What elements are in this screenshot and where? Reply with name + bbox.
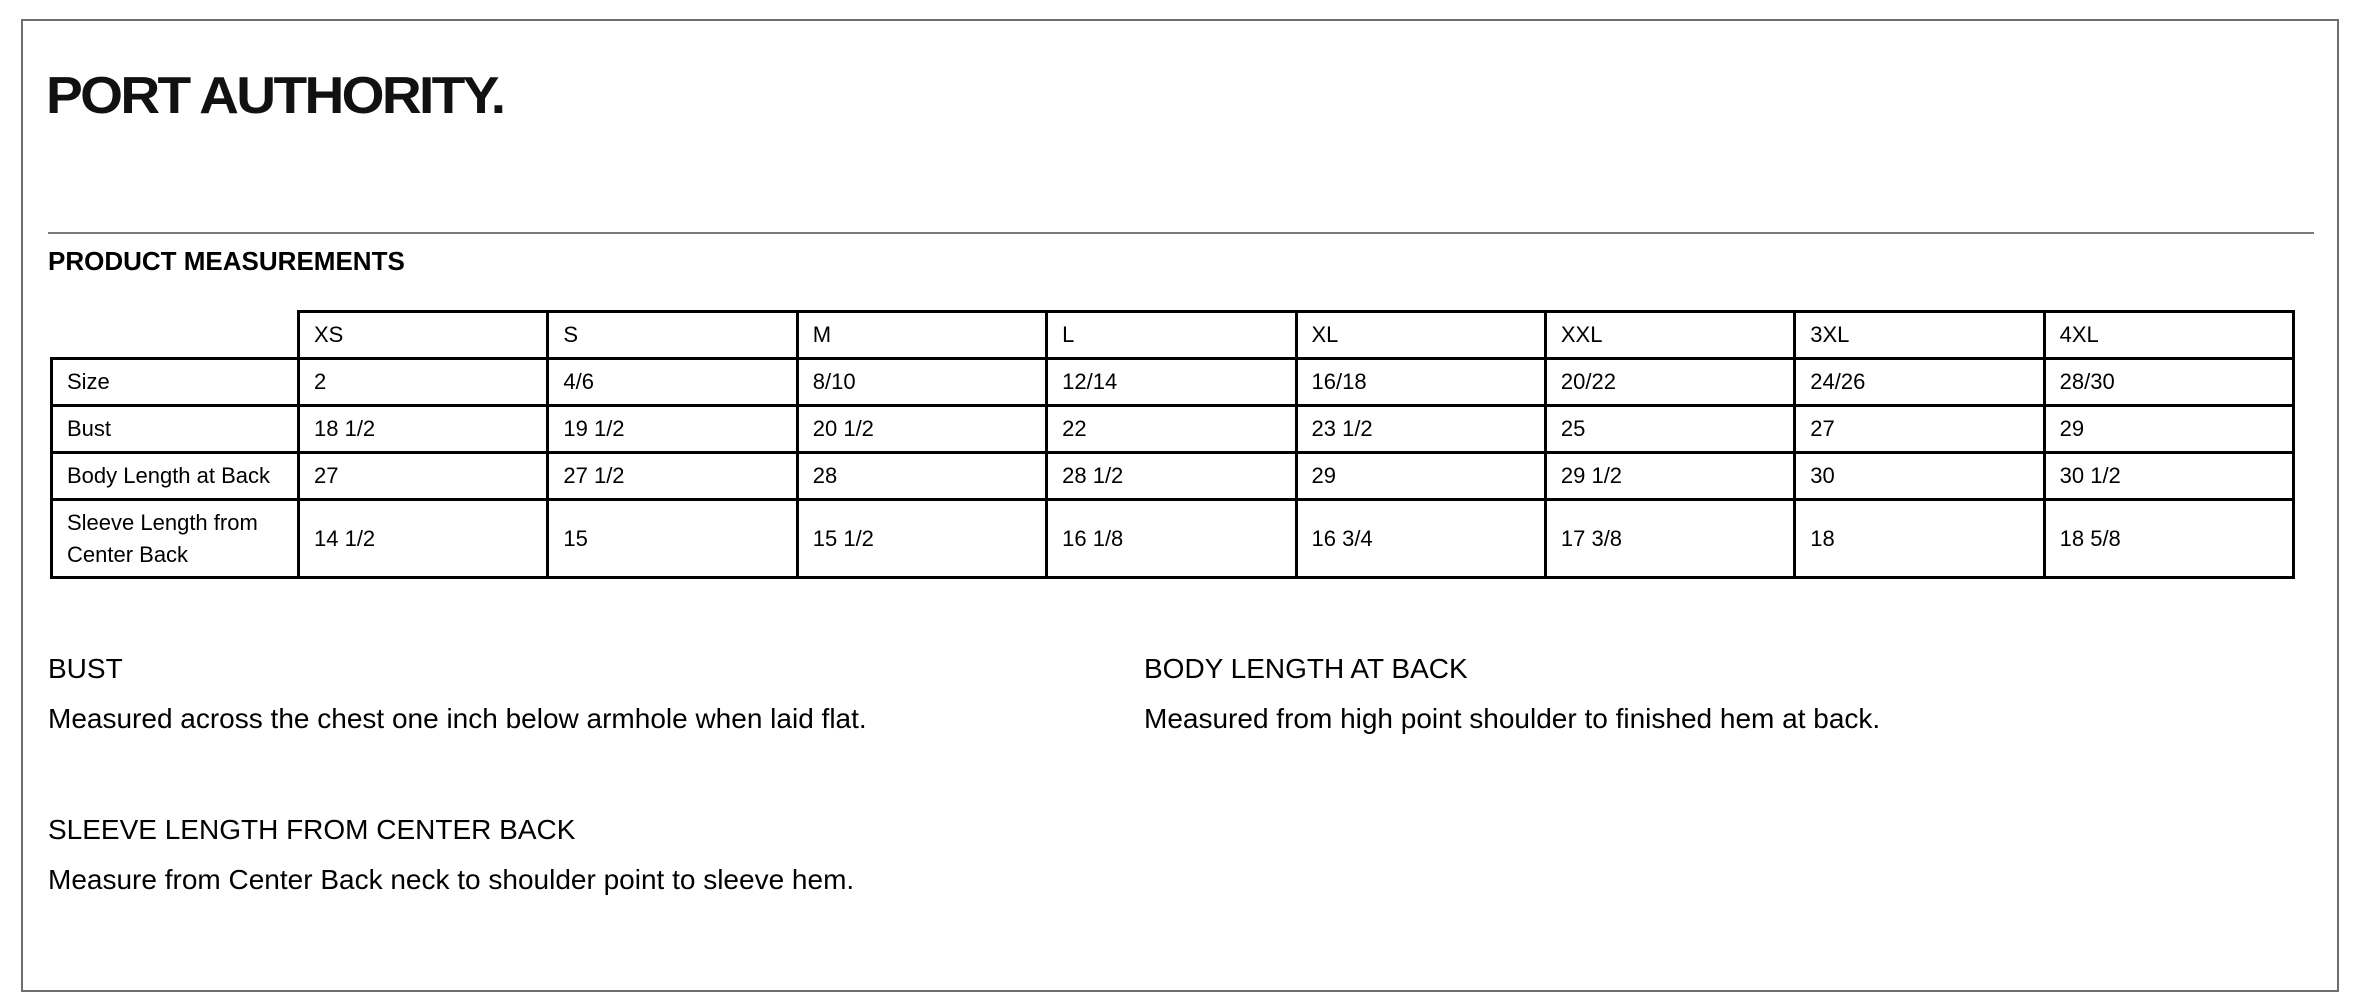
table-cell: 30 bbox=[1795, 453, 2044, 500]
table-cell: 18 bbox=[1795, 500, 2044, 578]
header-divider bbox=[48, 232, 2314, 234]
table-cell: 19 1/2 bbox=[548, 406, 797, 453]
column-header: 3XL bbox=[1795, 312, 2044, 359]
column-header: L bbox=[1047, 312, 1296, 359]
table-cell: 27 bbox=[299, 453, 548, 500]
table-row bbox=[52, 406, 2294, 453]
table-cell: 28/30 bbox=[2044, 359, 2293, 406]
table-cell: 27 bbox=[1795, 406, 2044, 453]
table-cell: 18 1/2 bbox=[299, 406, 548, 453]
header-corner-cell bbox=[52, 312, 299, 359]
definition-text: Measured from high point shoulder to finished hem at back. bbox=[1144, 703, 1881, 734]
table-cell: 16 1/8 bbox=[1047, 500, 1296, 578]
column-header: S bbox=[548, 312, 797, 359]
definition-text: Measure from Center Back neck to shoulder point to sleeve hem. bbox=[48, 864, 855, 895]
table-cell: 20 1/2 bbox=[797, 406, 1046, 453]
table-cell: 29 1/2 bbox=[1545, 453, 1794, 500]
table-cell: 8/10 bbox=[797, 359, 1046, 406]
table-cell: 25 bbox=[1545, 406, 1794, 453]
table-row bbox=[52, 359, 2294, 406]
table-cell: 12/14 bbox=[1047, 359, 1296, 406]
column-header: 4XL bbox=[2044, 312, 2293, 359]
section-title: PRODUCT MEASUREMENTS bbox=[48, 246, 405, 276]
definition-text: Measured across the chest one inch below armhole when laid flat. bbox=[48, 703, 867, 734]
table-cell: 4/6 bbox=[548, 359, 797, 406]
table-header-row bbox=[52, 312, 2294, 359]
definition-title: SLEEVE LENGTH FROM CENTER BACK bbox=[48, 814, 576, 845]
table-cell: 29 bbox=[1296, 453, 1545, 500]
table-cell: 27 1/2 bbox=[548, 453, 797, 500]
column-header: XS bbox=[299, 312, 548, 359]
definition-title: BUST bbox=[48, 653, 123, 684]
brand-logo: PORT AUTHORITY. bbox=[46, 67, 504, 125]
row-label: Sleeve Length from Center Back bbox=[52, 500, 299, 578]
table-cell: 2 bbox=[299, 359, 548, 406]
table-cell: 15 1/2 bbox=[797, 500, 1046, 578]
row-label: Body Length at Back bbox=[52, 453, 299, 500]
table-cell: 22 bbox=[1047, 406, 1296, 453]
table-cell: 14 1/2 bbox=[299, 500, 548, 578]
definition-body-length bbox=[1144, 652, 1880, 736]
table-cell: 15 bbox=[548, 500, 797, 578]
table-cell: 29 bbox=[2044, 406, 2293, 453]
definition-title: BODY LENGTH AT BACK bbox=[1144, 653, 1468, 684]
table-cell: 28 bbox=[797, 453, 1046, 500]
table-cell: 28 1/2 bbox=[1047, 453, 1296, 500]
table-row bbox=[52, 453, 2294, 500]
row-label: Bust bbox=[52, 406, 299, 453]
column-header: XL bbox=[1296, 312, 1545, 359]
table-cell: 16 3/4 bbox=[1296, 500, 1545, 578]
definition-bust bbox=[48, 652, 867, 736]
row-label: Size bbox=[52, 359, 299, 406]
table-cell: 16/18 bbox=[1296, 359, 1545, 406]
table-cell: 23 1/2 bbox=[1296, 406, 1545, 453]
measurements-table bbox=[50, 310, 2295, 579]
table-row bbox=[52, 500, 2294, 578]
table-cell: 30 1/2 bbox=[2044, 453, 2293, 500]
table-cell: 24/26 bbox=[1795, 359, 2044, 406]
table-cell: 18 5/8 bbox=[2044, 500, 2293, 578]
table-cell: 17 3/8 bbox=[1545, 500, 1794, 578]
column-header: XXL bbox=[1545, 312, 1794, 359]
column-header: M bbox=[797, 312, 1046, 359]
definition-sleeve-length bbox=[48, 813, 854, 897]
table-cell: 20/22 bbox=[1545, 359, 1794, 406]
